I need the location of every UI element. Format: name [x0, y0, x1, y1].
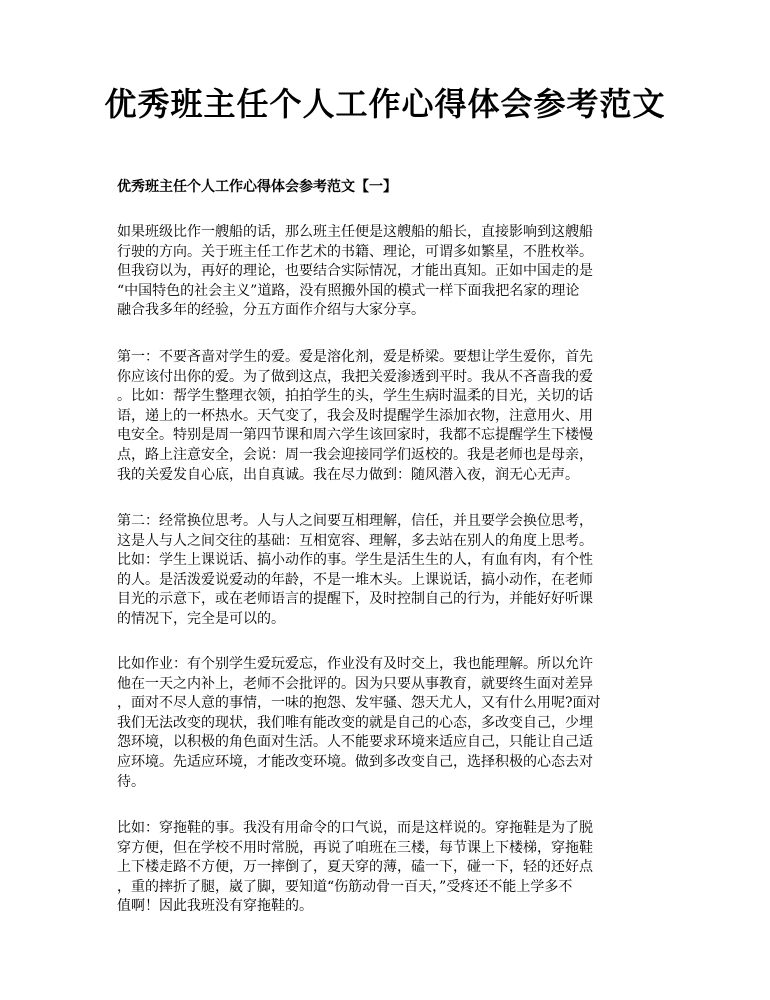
- paragraph-line: 但我窃以为，再好的理论，也要结合实际情况，才能出真知。正如中国走的是: [117, 263, 593, 280]
- paragraph-intro: [117, 223, 657, 321]
- paragraph-first-point: [117, 348, 657, 485]
- paragraph-line: 这是人与人之间交往的基础：互相宽容、理解，多去站在别人的角度上思考。: [117, 532, 593, 549]
- paragraph-line: 第一：不要吝啬对学生的爱。爱是溶化剂，爱是桥梁。要想让学生爱你，首先: [117, 349, 593, 365]
- paragraph-line: 我们无法改变的现状，我们唯有能改变的就是自己的心态，多改变自己，少埋: [117, 714, 593, 731]
- paragraph-line: 比如作业：有个别学生爱玩爱忘，作业没有及时交上，我也能理解。所以允许: [117, 656, 593, 672]
- paragraph-line: 穿方便，但在学校不用时常脱，再说了咱班在三楼，每节课上下楼梯，穿拖鞋: [117, 839, 593, 856]
- paragraph-line: ，面对不尽人意的事情，一味的抱怨、发牢骚、怨天尤人，又有什么用呢?面对: [117, 695, 601, 712]
- paragraph-line: 比如：穿拖鞋的事。我没有用命令的口气说，而是这样说的。穿拖鞋是为了脱: [117, 820, 593, 836]
- paragraph-homework: [117, 655, 657, 792]
- paragraph-line: 语，递上的一杯热水。天气变了，我会及时提醒学生添加衣物，注意用火、用: [117, 407, 593, 424]
- paragraph-slippers: [117, 819, 657, 917]
- paragraph-line: 如果班级比作一艘船的话，那么班主任便是这艘船的船长，直接影响到这艘船: [117, 224, 593, 240]
- paragraph-line: 的情况下，完全是可以的。: [117, 610, 285, 627]
- paragraph-line: ，重的摔折了腿，崴了脚，要知道“伤筋动骨一百天，”受疼还不能上学多不: [117, 878, 573, 895]
- paragraph-line: 融合我多年的经验，分五方面作介绍与大家分享。: [117, 302, 425, 319]
- paragraph-line: 上下楼走路不方便，万一摔倒了，夏天穿的薄，磕一下，碰一下，轻的还好点: [117, 859, 593, 876]
- paragraph-line: 你应该付出你的爱。为了做到这点，我把关爱渗透到平时。我从不吝啬我的爱: [117, 368, 593, 385]
- paragraph-line: 。比如：帮学生整理衣领，拍拍学生的头，学生生病时温柔的目光，关切的话: [117, 388, 593, 405]
- paragraph-line: 电安全。特别是周一第四节课和周六学生该回家时，我都不忘提醒学生下楼慢: [117, 427, 593, 444]
- document-title: 优秀班主任个人工作心得体会参考范文: [104, 85, 666, 123]
- paragraph-line: “中国特色的社会主义”道路，没有照搬外国的模式一样下面我把名家的理论: [117, 282, 580, 299]
- paragraph-line: 怨环境，以积极的角色面对生活。人不能要求环境来适应自己，只能让自己适: [117, 734, 593, 751]
- paragraph-line: 目光的示意下，或在老师语言的提醒下，及时控制自己的行为，并能好好听课: [117, 591, 593, 608]
- paragraph-line: 行驶的方向。关于班主任工作艺术的书籍、理论，可谓多如繁星，不胜枚举。: [117, 243, 593, 260]
- paragraph-line: 第二：经常换位思考。人与人之间要互相理解，信任，并且要学会换位思考，: [117, 513, 593, 529]
- paragraph-line: 比如：学生上课说话、搞小动作的事。学生是活生生的人，有血有肉，有个性: [117, 552, 593, 569]
- paragraph-line: 值啊！因此我班没有穿拖鞋的。: [117, 898, 313, 915]
- section-heading: 优秀班主任个人工作心得体会参考范文【一】: [117, 179, 397, 195]
- paragraph-second-point: [117, 512, 657, 630]
- paragraph-line: 我的关爱发自心底，出自真诚。我在尽力做到：随风潜入夜，润无心无声。: [117, 466, 579, 483]
- paragraph-line: 点，路上注意安全，会说：周一我会迎接同学们返校的。我是老师也是母亲，: [117, 446, 593, 463]
- paragraph-line: 他在一天之内补上，老师不会批评的。因为只要从事教育，就要终生面对差异: [117, 675, 593, 692]
- paragraph-line: 应环境。先适应环境，才能改变环境。做到多改变自己，选择积极的心态去对: [117, 753, 593, 770]
- paragraph-line: 的人。是活泼爱说爱动的年龄，不是一堆木头。上课说话，搞小动作，在老师: [117, 571, 593, 588]
- paragraph-line: 待。: [117, 773, 145, 790]
